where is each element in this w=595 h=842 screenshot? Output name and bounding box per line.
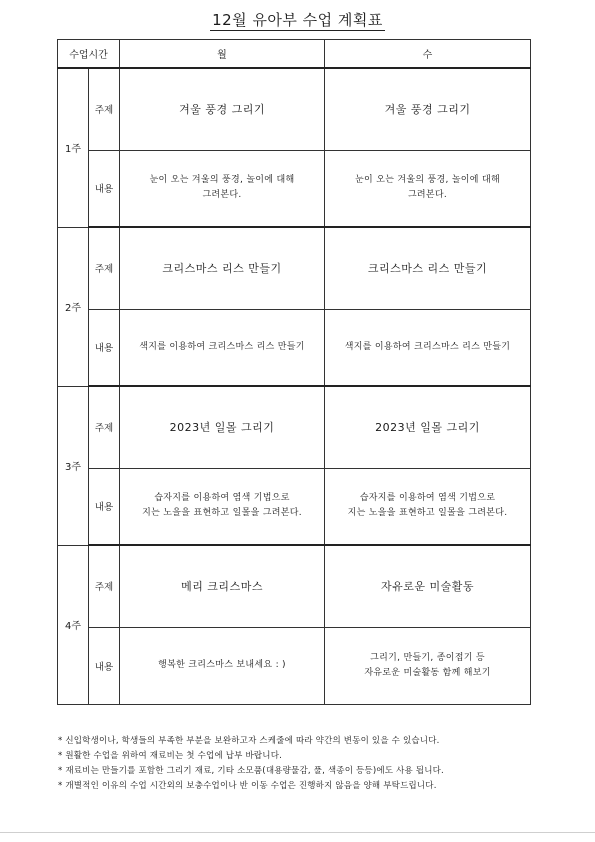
week-label: 1주 [58, 68, 89, 227]
note-item: * 개별적인 이유의 수업 시간외의 보충수업이나 반 이동 수업은 진행하지 않음을 양해 부탁드립니다. [58, 781, 437, 791]
wednesday-topic: 2023년 일몰 그리기 [325, 386, 531, 468]
table-row [58, 545, 531, 627]
content-line: 습자지를 이용하여 염색 기법으로 [359, 493, 496, 504]
table-row [58, 68, 531, 150]
content-label: 내용 [89, 468, 120, 545]
header-monday: 월 [120, 40, 325, 69]
monday-content [120, 309, 325, 386]
note-item: * 원활한 수업을 위하여 재료비는 첫 수업에 납부 바랍니다. [58, 751, 283, 761]
content-line: 눈이 오는 겨울의 풍경, 놀이에 대해 [149, 175, 295, 186]
table-row [58, 627, 531, 704]
wednesday-topic: 겨울 풍경 그리기 [325, 68, 531, 150]
week-label: 2주 [58, 227, 89, 386]
table-row [58, 468, 531, 545]
header-wednesday: 수 [325, 40, 531, 69]
content-line: 지는 노을을 표현하고 일몰을 그려본다. [142, 508, 302, 519]
content-label: 내용 [89, 309, 120, 386]
page-title [0, 9, 595, 30]
content-line: 색지를 이용하여 크리스마스 리스 만들기 [344, 341, 511, 352]
table-row [58, 227, 531, 309]
class-plan-table [57, 39, 531, 705]
content-line: 그려본다. [202, 190, 242, 201]
content-line: 습자지를 이용하여 염색 기법으로 [154, 493, 290, 504]
table-row [58, 386, 531, 468]
week-label: 3주 [58, 386, 89, 545]
content-line: 자유로운 미술활동 함께 해보기 [364, 667, 491, 678]
wednesday-topic: 크리스마스 리스 만들기 [325, 227, 531, 309]
content-line: 그리기, 만들기, 종이접기 등 [370, 652, 485, 663]
content-line: 지는 노을을 표현하고 일몰을 그려본다. [347, 508, 508, 519]
wednesday-content [325, 627, 531, 704]
content-line: 그려본다. [407, 190, 448, 201]
content-line: 눈이 오는 겨울의 풍경, 놀이에 대해 [355, 175, 500, 186]
wednesday-content [325, 468, 531, 545]
table-header-row [58, 40, 531, 69]
table-row [58, 150, 531, 227]
monday-topic: 2023년 일몰 그리기 [120, 386, 325, 468]
page-title-text: 12월 유아부 수업 계획표 [212, 11, 383, 29]
table-row [58, 309, 531, 386]
wednesday-topic: 자유로운 미술활동 [325, 545, 531, 627]
content-label: 내용 [89, 627, 120, 704]
topic-label: 주제 [89, 386, 120, 468]
note-item: * 신입학생이나, 학생들의 부족한 부분을 보완하고자 스케줄에 따라 약간의 변동이 있을 수 있습니다. [58, 736, 440, 746]
monday-content [120, 627, 325, 704]
bottom-divider [0, 832, 595, 833]
content-label: 내용 [89, 150, 120, 227]
week-label: 4주 [58, 545, 89, 704]
content-line: 색지를 이용하여 크리스마스 리스 만들기 [139, 341, 305, 352]
monday-topic: 겨울 풍경 그리기 [120, 68, 325, 150]
wednesday-content [325, 150, 531, 227]
topic-label: 주제 [89, 227, 120, 309]
wednesday-content [325, 309, 531, 386]
monday-topic: 크리스마스 리스 만들기 [120, 227, 325, 309]
monday-content [120, 468, 325, 545]
topic-label: 주제 [89, 545, 120, 627]
topic-label: 주제 [89, 68, 120, 150]
monday-content [120, 150, 325, 227]
monday-topic: 메리 크리스마스 [120, 545, 325, 627]
header-class-time: 수업시간 [58, 40, 120, 69]
content-line: 행복한 크리스마스 보내세요 : ) [158, 660, 286, 670]
note-item: * 재료비는 만들기를 포함한 그리기 재료, 기타 소모품(대용량물감, 풀, 색종이 등등)에도 사용 됩니다. [58, 766, 444, 776]
notes-list [58, 734, 558, 794]
